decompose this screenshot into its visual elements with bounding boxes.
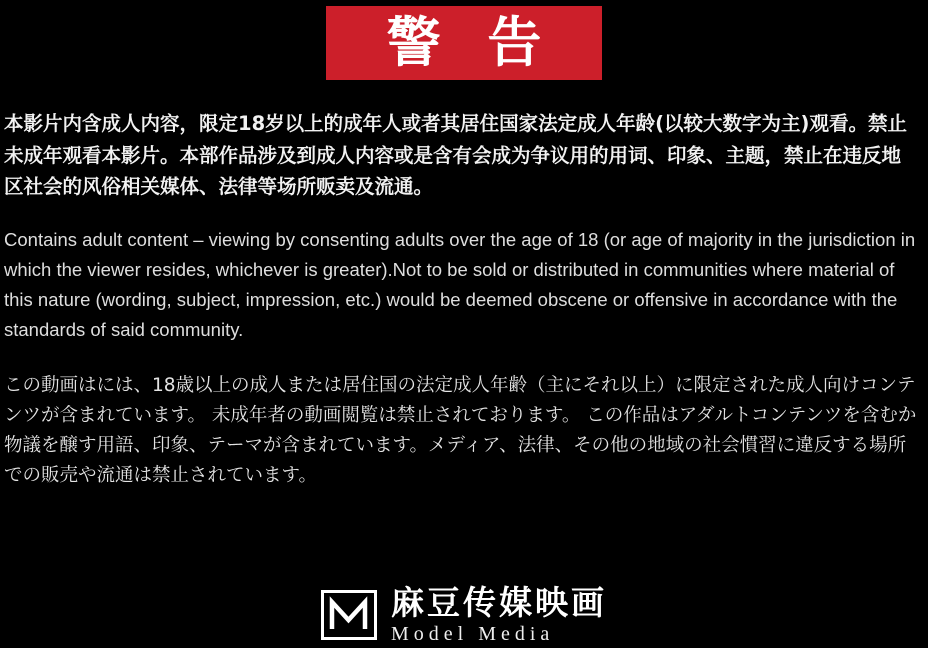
warning-banner: 警 告	[326, 6, 602, 80]
notice-text-area	[0, 108, 928, 490]
m-monogram-icon	[321, 590, 377, 640]
brand-name-en: Model Media	[391, 623, 555, 645]
notice-japanese: この動画はには、18歳以上の成人または居住国の法定成人年齢（主にそれ以上）に限定された成人向けコンテンツが含まれています。 未成年者の動画閲覧は禁止されております。 この作品はアダルトコンテンツを含むか物議を醸す用語、印象、テーマが含まれています。メディア、法律、その他の地域の社会慣習に違反する場所での販売や流通は禁止されています。	[4, 374, 917, 486]
notice-chinese: 本影片内含成人内容，限定18岁以上的成年人或者其居住国家法定成人年龄(以较大数字为主)观看。禁止未成年观看本影片。本部作品涉及到成人内容或是含有会成为争议用的用词、印象、主题，禁止在违反地区社会的风俗相关媒体、法律等场所贩卖及流通。	[4, 112, 907, 199]
brand-name-cn: 麻豆传媒映画	[391, 583, 607, 622]
warning-banner-row	[0, 0, 928, 80]
brand-logo-text	[391, 583, 607, 645]
brand-logo	[0, 583, 928, 645]
notice-english: Contains adult content – viewing by consenting adults over the age of 18 (or age of majority in the jurisdiction in which the viewer resides, whichever is greater).Not to be sold or distributed in communities where material of this nature (wording, subject, impression, etc.) would be deemed obscene or offensive in accordance with the standards of said community.	[4, 228, 916, 340]
